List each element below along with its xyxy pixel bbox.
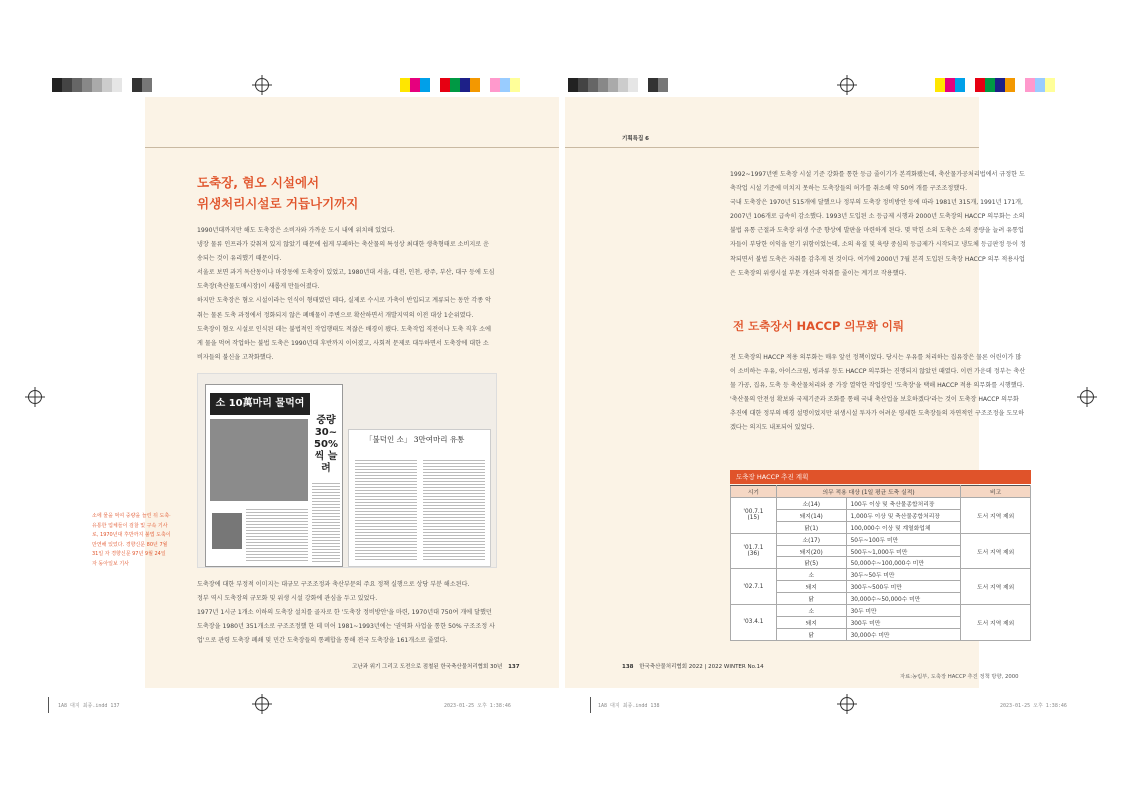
body-line: 도축장을 1980년 351개소로 구조조정했 한 데 미어 1981~1993년에는 '권역화 사업을 통한 50% 구조조정 사 <box>197 623 495 631</box>
table-row <box>731 533 1031 545</box>
table-cell-note: 도서 지역 제외 <box>961 605 1031 641</box>
left-section-title-line1: 도축장, 혐오 시설에서 <box>197 175 320 190</box>
registration-bar-left <box>52 78 152 92</box>
body-line: 정부 역시 도축장의 규모화 및 위생 시설 강화에 관심을 두고 있었다. <box>197 595 378 603</box>
left-page-number: 137 <box>508 664 520 670</box>
table-cell-target: 100,000수 이상 및 계열화업체 <box>846 521 961 533</box>
table-header-note: 비고 <box>961 486 1031 498</box>
table-cell-target: 500두~1,000두 미만 <box>846 545 961 557</box>
clipping-text-lines <box>423 458 485 562</box>
table-cell-note: 도서 지역 제외 <box>961 569 1031 605</box>
table-header-period: 시기 <box>731 486 777 498</box>
photo-caption: 소에 물을 먹여 중량을 늘린 뒤 도축·유통한 업체들이 검찰 및 구속 기사로, 1970년대 후반까지 불법 도축이 만연해 있었다. 경향신문 80년 7월 31일 자 경향신문 97년 9월 24일 자 동아일보 기사 <box>92 513 171 567</box>
print-slug-file-left: 1A8 대지 최종.indd 137 <box>58 703 120 709</box>
body-line: 도축장에 대한 부정적 이미지는 대규모 구조조정과 축산부문의 주요 정책 실행으로 상당 부분 해소된다. <box>197 581 470 588</box>
table-cell-period <box>731 498 777 534</box>
body-line: 1990년대까지만 해도 도축장은 소비자와 가까운 도시 내에 위치해 있었다. <box>197 227 395 234</box>
table-cell-animal: 돼지(20) <box>776 545 846 557</box>
right-top-rule <box>565 147 979 148</box>
right-page-number: 138 <box>622 664 634 670</box>
left-section-title <box>197 172 358 214</box>
table-cell-animal: 닭 <box>776 628 846 640</box>
body-line: 착되면서 불법 도축은 자취를 감추게 된 것이다. 여기에 2000년 7월 본격 도입된 도축장 HACCP 의무 적용사업 <box>730 255 1025 263</box>
period-date: '02.7.1 <box>743 583 764 590</box>
body-line: 이 소비하는 우유, 아이스크림, 빙과류 등도 HACCP 의무화는 진행되지 않았던 때였다. 이런 가운데 정부는 축산 <box>730 368 1026 376</box>
table-cell-period <box>731 569 777 605</box>
newspaper-clipping-a <box>205 384 343 567</box>
period-count: (15) <box>747 515 760 522</box>
table-cell-animal: 닭(5) <box>776 557 846 569</box>
body-line: 축작업 시설 기준에 미치지 못하는 도축장들의 허가를 취소해 약 50여 개를 구조조정했다. <box>730 185 968 193</box>
table-cell-animal: 소(17) <box>776 533 846 545</box>
period-date: '01.7.1 <box>743 545 764 551</box>
table-cell-note: 도서 지역 제외 <box>961 498 1031 534</box>
right-body-top <box>730 168 1035 281</box>
body-line: 냉장 물류 인프라가 갖춰져 있지 않았기 때문에 쉽게 부패하는 축산물의 특성상 최대한 생축형태로 소비지로 운 <box>197 241 490 249</box>
clipping-photo-cattle <box>210 419 308 501</box>
body-line: 겠다는 의지도 내포되어 있었다. <box>730 424 815 432</box>
table-cell-animal: 소 <box>776 569 846 581</box>
body-line: 1992~1997년엔 도축장 시설 기준 강화를 통한 등급 줄이기가 본격화됐는데, 축산물가공처리법에서 규정한 도 <box>730 171 1025 178</box>
left-top-rule <box>145 147 559 148</box>
body-line: 불법 유통 근절과 도축장 위생 수준 향상에 발판을 마련하게 된다. 몇 막힌 소의 도축은 소의 중량을 늘려 유통업 <box>730 227 1024 235</box>
body-line: 2007년 106개로 급속히 감소했다. 1993년 도입된 소 등급제 시행과 2000년 도축장의 HACCP 의무화는 소의 <box>730 213 1025 221</box>
newspaper-clipping-b <box>348 429 491 567</box>
haccp-schedule-table <box>730 485 1031 641</box>
left-section-title-line2: 위생처리시설로 거듭나기까지 <box>197 196 359 211</box>
period-date: '03.4.1 <box>743 619 764 626</box>
body-line: 전 도축장의 HACCP 적용 의무화는 매우 앞선 정책이었다. 당시는 우유를 처리하는 집유장은 물론 어린이가 많 <box>730 354 1022 361</box>
table-caption: 도축장 HACCP 추진 계획 <box>730 470 1031 484</box>
newspaper-clipping-photo <box>197 373 497 568</box>
period-count: (36) <box>747 551 760 557</box>
table-cell-target: 50,000수~100,000수 미만 <box>846 557 961 569</box>
table-cell-target: 300두 미만 <box>846 616 961 628</box>
registration-crosshair-icon <box>840 697 854 711</box>
body-line: '축산물의 안전성 확보와 국제기준과 조화를 통해 국내 축산업을 보호하겠다'라는 것이 도축장 HACCP 의무화 <box>730 396 1019 404</box>
right-body-mid <box>730 351 1035 436</box>
table-cell-animal: 돼지(14) <box>776 509 846 521</box>
table-cell-animal: 닭 <box>776 593 846 605</box>
table-cell-target: 30,000수~50,000수 미만 <box>846 593 961 605</box>
registration-crosshair-icon <box>255 78 269 92</box>
body-line: 서울로 보면 과거 독산동이나 마장동에 도축장이 있었고, 1980년대 서울, 대전, 인천, 광주, 부산, 대구 등에 도심 <box>197 269 495 277</box>
left-footer <box>352 662 520 670</box>
body-line: 도축장(축산물도매시장)이 새롭게 만들어졌다. <box>197 283 320 291</box>
body-line: 은 도축장의 위생시설 부문 개선과 악취를 줄이는 계기로 작용했다. <box>730 269 907 277</box>
table-cell-animal: 소 <box>776 605 846 617</box>
clipping-b-headline: 「불덕인 소」 3만여마리 유통 <box>365 435 465 444</box>
table-cell-note: 도서 지역 제외 <box>961 533 1031 569</box>
table-row <box>731 569 1031 581</box>
body-line: 하지만 도축장은 혐오 시설이라는 인식이 형태였던 데다, 실제로 수시로 가축이 반입되고 계류되는 동안 각종 악 <box>197 297 491 305</box>
registration-crosshair-icon <box>28 390 42 404</box>
clipping-portrait <box>212 513 242 549</box>
table-cell-animal: 돼지 <box>776 616 846 628</box>
clipping-vertical-headline: 중량 30~50%씩 늘려 <box>314 415 338 474</box>
body-line: 국내 도축장은 1970년 515개에 달했으나 정부의 도축장 정비방안 등에 따라 1981년 315개, 1991년 171개, <box>730 199 1023 207</box>
clipping-text-lines <box>312 481 340 563</box>
table-cell-animal: 닭(1) <box>776 521 846 533</box>
body-line: 비자들의 불신을 고착화했다. <box>197 353 274 361</box>
body-line: 1977년 1시군 1개소 이하의 도축장 설치를 골자로 한 '도축장 정비방안'을 마련, 1970년대 750여 개에 달했던 <box>197 609 492 617</box>
body-line: 송되는 것이 유리했기 때문이다. <box>197 255 282 263</box>
body-line: 업'으로 관령 도축장 폐쇄 및 민간 도축장들의 통폐합을 통해 전국 도축장을 161개소로 줄였다. <box>197 637 448 645</box>
body-line: 게 물을 먹여 작업하는 불법 도축은 1990년대 후반까지 이어졌고, 사회적 문제로 대두하면서 도축장에 대한 소 <box>197 339 489 347</box>
body-line: 취는 물론 도축 과정에서 정화되지 않은 폐배물이 주변으로 확산하면서 개발지역의 이전 대상 1순위였다. <box>197 311 474 319</box>
table-source: 자료:농림부, 도축장 HACCP 추진 정책 방향, 2000 <box>900 674 1019 680</box>
registration-crosshair-icon <box>840 78 854 92</box>
crop-mark <box>48 697 49 713</box>
crop-mark <box>590 697 591 713</box>
registration-crosshair-icon <box>255 697 269 711</box>
print-slug-file-right: 1A8 대지 최종.indd 138 <box>598 703 660 709</box>
left-footer-text: 고난과 위기 그리고 도전으로 점철된 한국축산물처리협회 30년 <box>352 664 503 670</box>
table-cell-target: 50두~100두 미만 <box>846 533 961 545</box>
right-footer-text: 한국축산물처리협회 2022 | 2022 WINTER No.14 <box>639 664 764 670</box>
right-section-title: 전 도축장서 HACCP 의무화 이뤄 <box>733 319 904 333</box>
clipping-text-lines <box>355 458 417 562</box>
table-cell-target: 30두 미만 <box>846 605 961 617</box>
body-line: 자들이 부당한 이익을 얻기 위함이었는데, 소의 육질 및 육량 중심의 등급제가 시작되고 냉도체 등급판정 등이 정 <box>730 241 1026 249</box>
registration-bar-left-color <box>400 78 520 92</box>
left-body-bottom <box>197 578 497 648</box>
clipping-text-lines <box>246 507 308 563</box>
clipping-headline: 소 10萬마리 물먹여 <box>210 393 310 415</box>
table-cell-target: 30,000수 미만 <box>846 628 961 640</box>
body-line: 도축장이 혐오 시설로 인식된 데는 불법적인 작업행태도 적잖은 배경이 됐다. 도축작업 직전이나 도축 직후 소에 <box>197 325 491 333</box>
print-slug-date-left: 2023-01-25 오후 1:38:46 <box>444 703 511 709</box>
table-row <box>731 605 1031 617</box>
table-header-target: 의무 적용 대상 (1일 평균 도축 실적) <box>776 486 960 498</box>
print-slug-date-right: 2023-01-25 오후 1:38:46 <box>1000 703 1067 709</box>
table-cell-period <box>731 533 777 569</box>
table-cell-period <box>731 605 777 641</box>
left-body-top <box>197 224 497 365</box>
table-cell-target: 300두~500두 미만 <box>846 581 961 593</box>
table-cell-target: 100두 이상 및 축산물종합처리장 <box>846 498 961 510</box>
table-cell-target: 30두~50두 미만 <box>846 569 961 581</box>
registration-crosshair-icon <box>1080 390 1094 404</box>
right-header-label: 기획특집 6 <box>622 136 649 142</box>
table-header-row <box>731 486 1031 498</box>
body-line: 물 가공, 집유, 도축 등 축산물처리와 중 가장 열악한 작업장인 '도축장'을 택해 HACCP 적용 의무화를 시행했다. <box>730 382 1025 390</box>
right-footer <box>622 662 764 670</box>
body-line: 추진에 대한 정부의 배경 설명이었지만 위생시설 투자가 어려운 영세한 도축장들의 자연적인 구조조정을 도모하 <box>730 410 1025 418</box>
table-cell-animal: 소(14) <box>776 498 846 510</box>
registration-bar-right <box>568 78 668 92</box>
table-cell-target: 1,000두 이상 및 축산물종합처리장 <box>846 509 961 521</box>
period-date: '00.7.1 <box>743 509 764 516</box>
registration-bar-right-color <box>935 78 1055 92</box>
table-cell-animal: 돼지 <box>776 581 846 593</box>
table-row <box>731 498 1031 510</box>
